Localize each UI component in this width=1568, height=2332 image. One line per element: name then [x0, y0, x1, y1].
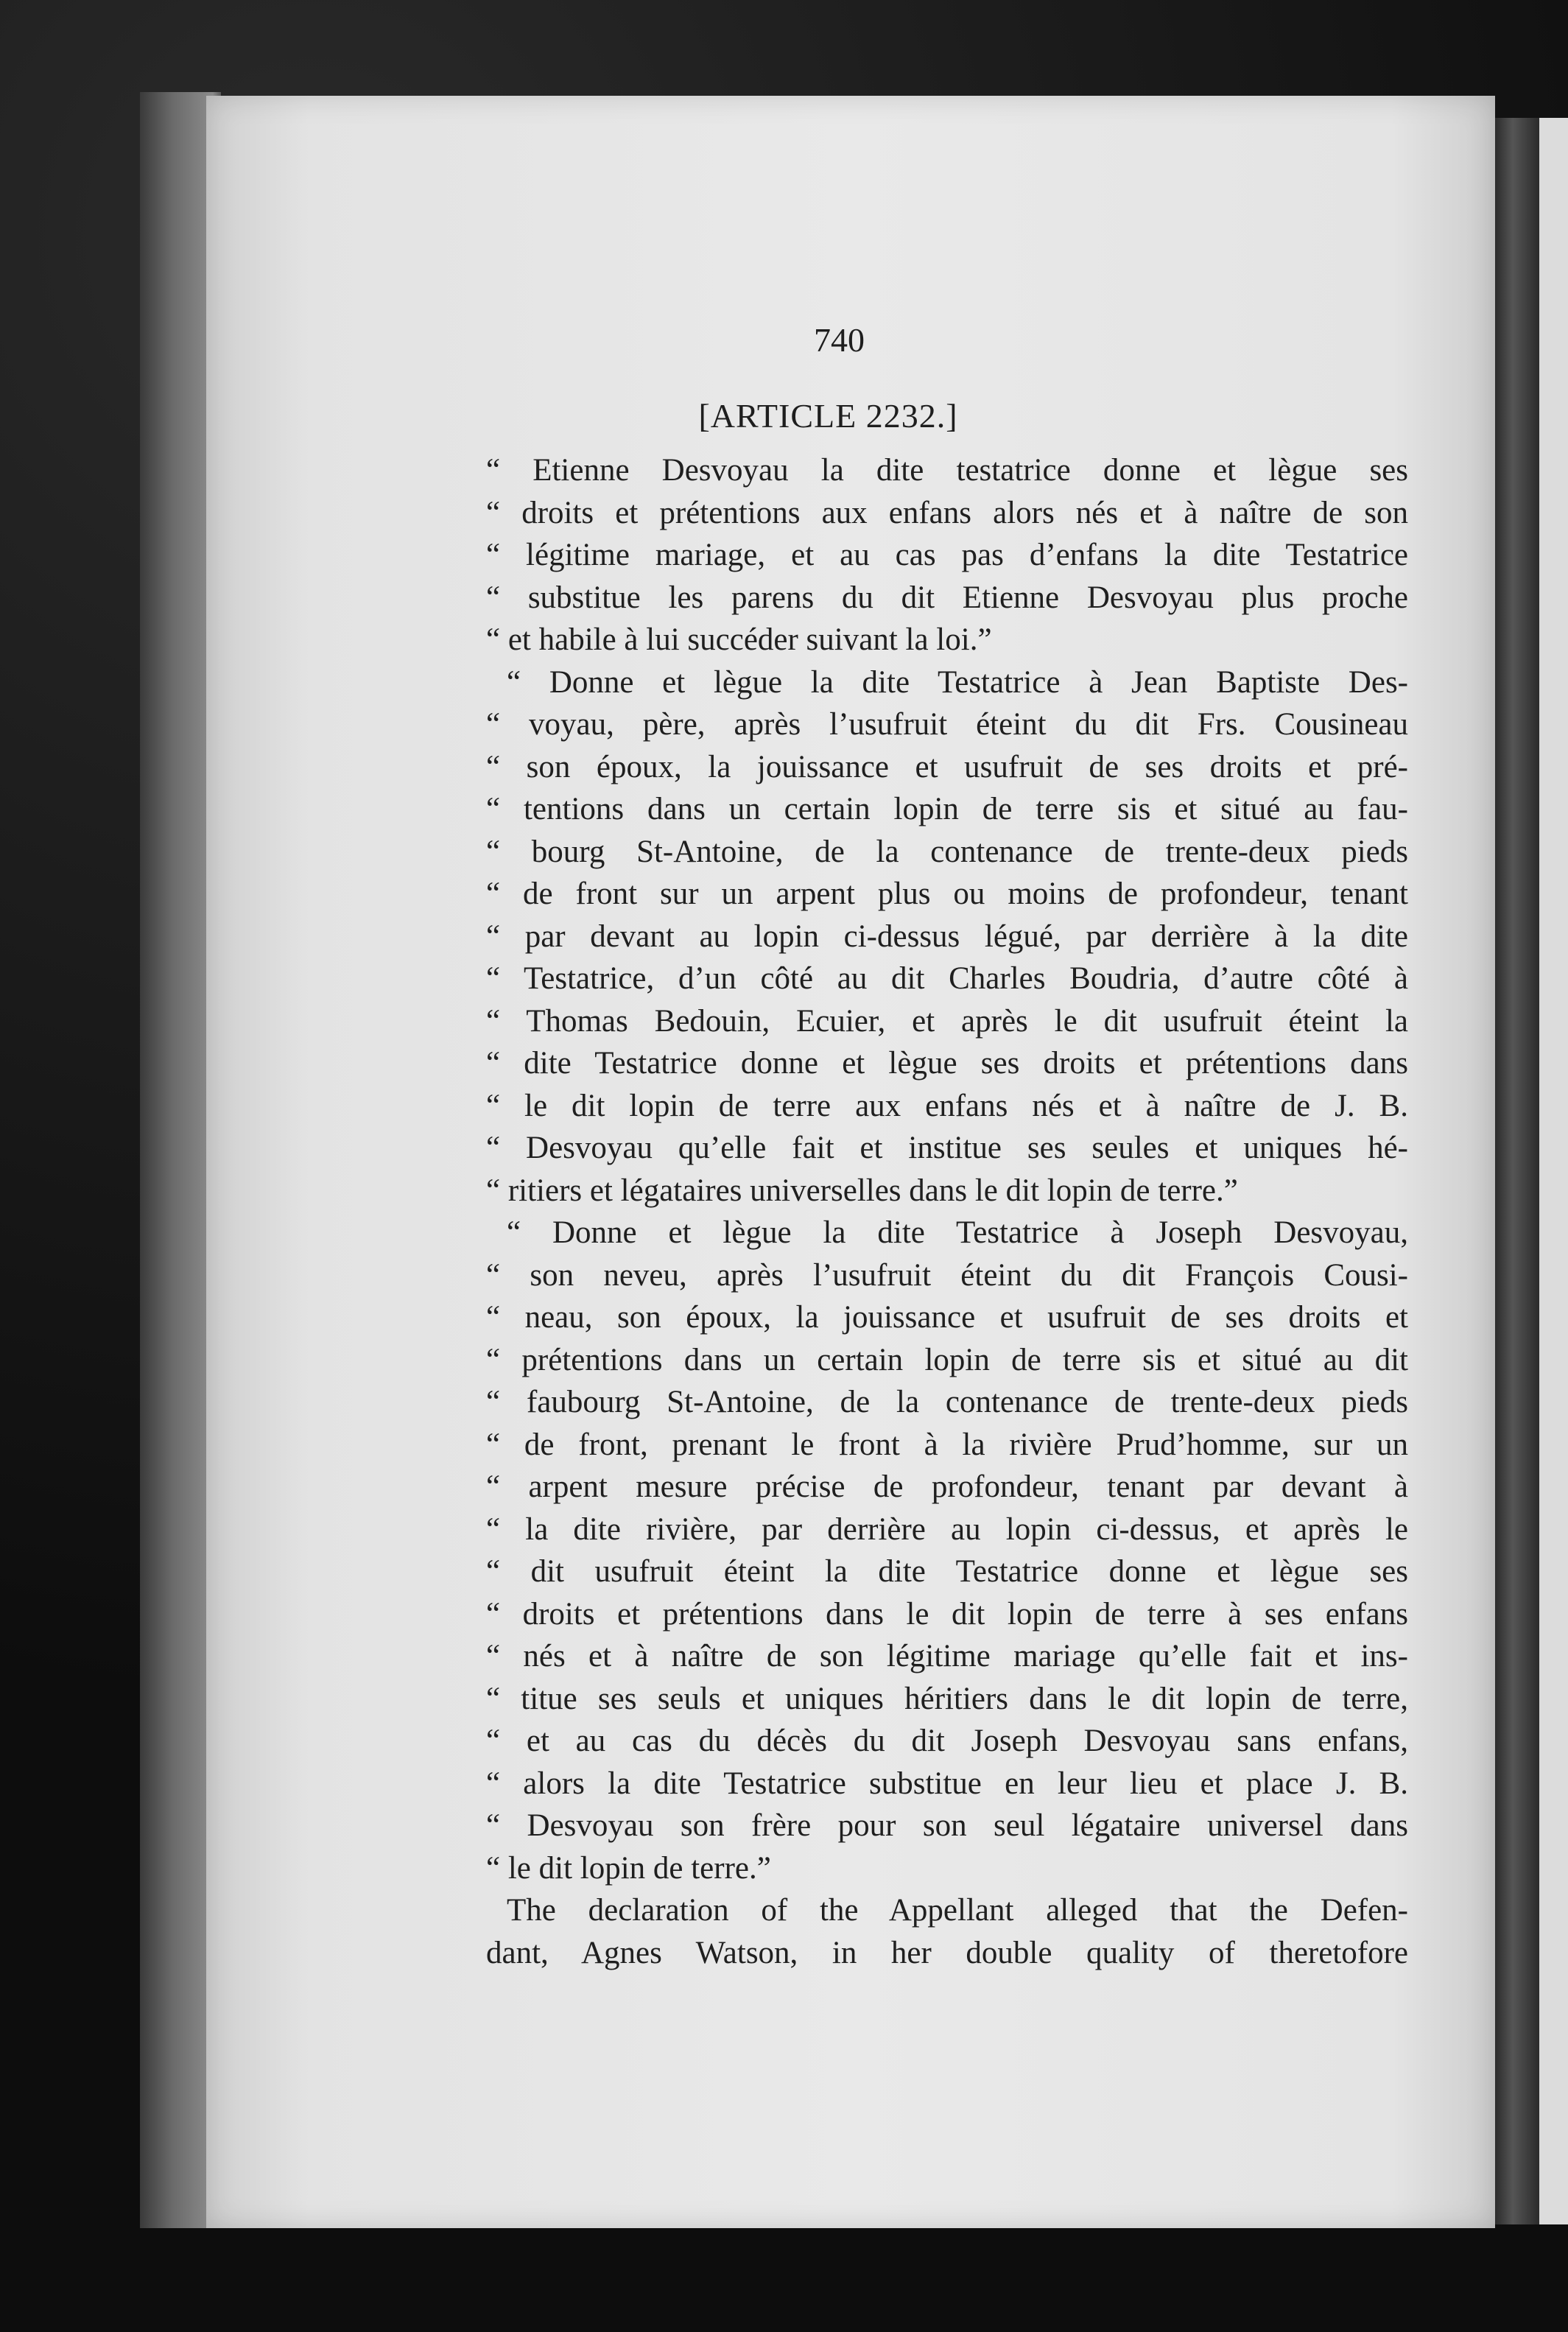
text-line: “ arpent mesure précise de profondeur, tenant par devant à: [486, 1469, 1408, 1504]
text-line: “ dite Testatrice donne et lègue ses droits et prétentions dans: [486, 1046, 1408, 1081]
page-number: 740: [814, 321, 865, 359]
text-line: “ par devant au lopin ci-dessus légué, par derrière à la dite: [486, 919, 1408, 954]
text-line: The declaration of the Appellant alleged that the Defen-: [507, 1893, 1408, 1928]
text-line: “ légitime mariage, et au cas pas d’enfans la dite Testatrice: [486, 538, 1408, 572]
text-line: “ la dite rivière, par derrière au lopin ci-dessus, et après le: [486, 1511, 1408, 1547]
text-line: “ le dit lopin de terre.”: [486, 1850, 771, 1886]
text-line: “ Desvoyau qu’elle fait et institue ses seules et uniques hé-: [486, 1131, 1408, 1165]
text-line: “ son neveu, après l’usufruit éteint du dit François Cousi-: [486, 1257, 1408, 1293]
text-line: “ Desvoyau son frère pour son seul légataire universel dans: [486, 1808, 1408, 1843]
text-line: “ substitue les parens du dit Etienne Desvoyau plus proche: [486, 580, 1408, 615]
text-line: “ et au cas du décès du dit Joseph Desvoyau sans enfans,: [486, 1724, 1408, 1758]
text-line: “ neau, son époux, la jouissance et usufruit de ses droits et: [486, 1300, 1408, 1335]
text-line: “ Testatrice, d’un côté au dit Charles Boudria, d’autre côté à: [486, 961, 1408, 996]
text-line: “ tentions dans un certain lopin de terre sis et situé au fau-: [486, 792, 1408, 826]
text-line: “ son époux, la jouissance et usufruit de ses droits et pré-: [486, 749, 1408, 784]
text-line: “ Etienne Desvoyau la dite testatrice donne et lègue ses: [486, 453, 1408, 488]
text-line: “ ritiers et légataires universelles dans le dit lopin de terre.”: [486, 1173, 1238, 1208]
text-line: “ prétentions dans un certain lopin de terre sis et situé au dit: [486, 1342, 1408, 1377]
text-line: “ nés et à naître de son légitime mariage qu’elle fait et ins-: [486, 1639, 1408, 1674]
text-line: “ de front sur un arpent plus ou moins de profondeur, tenant: [486, 877, 1408, 911]
text-line: “ droits et prétentions aux enfans alors nés et à naître de son: [486, 495, 1408, 530]
text-line: dant, Agnes Watson, in her double quality of theretofore: [486, 1935, 1408, 1970]
text-line: “ titue ses seuls et uniques héritiers dans le dit lopin de terre,: [486, 1681, 1408, 1716]
text-line: “ le dit lopin de terre aux enfans nés et à naître de J. B.: [486, 1088, 1408, 1123]
text-line: “ de front, prenant le front à la rivière Prud’homme, sur un: [486, 1427, 1408, 1462]
text-line: “ Donne et lègue la dite Testatrice à Joseph Desvoyau,: [507, 1215, 1408, 1250]
article-heading: [ARTICLE 2232.]: [698, 397, 958, 435]
text-line: “ Thomas Bedouin, Ecuier, et après le dit usufruit éteint la: [486, 1003, 1408, 1039]
text-line: “ bourg St-Antoine, de la contenance de trente-deux pieds: [486, 834, 1408, 869]
text-line: “ dit usufruit éteint la dite Testatrice donne et lègue ses: [486, 1554, 1408, 1589]
text-line: “ alors la dite Testatrice substitue en leur lieu et place J. B.: [486, 1766, 1408, 1801]
text-line: “ voyau, père, après l’usufruit éteint du dit Frs. Cousineau: [486, 707, 1408, 742]
text-line: “ droits et prétentions dans le dit lopin de terre à ses enfans: [486, 1596, 1408, 1632]
text-line: “ faubourg St-Antoine, de la contenance de trente-deux pieds: [486, 1385, 1408, 1419]
text-line: “ et habile à lui succéder suivant la loi.”: [486, 622, 992, 657]
body-text: [486, 449, 1408, 1974]
text-line: “ Donne et lègue la dite Testatrice à Jean Baptiste Des-: [507, 664, 1408, 700]
